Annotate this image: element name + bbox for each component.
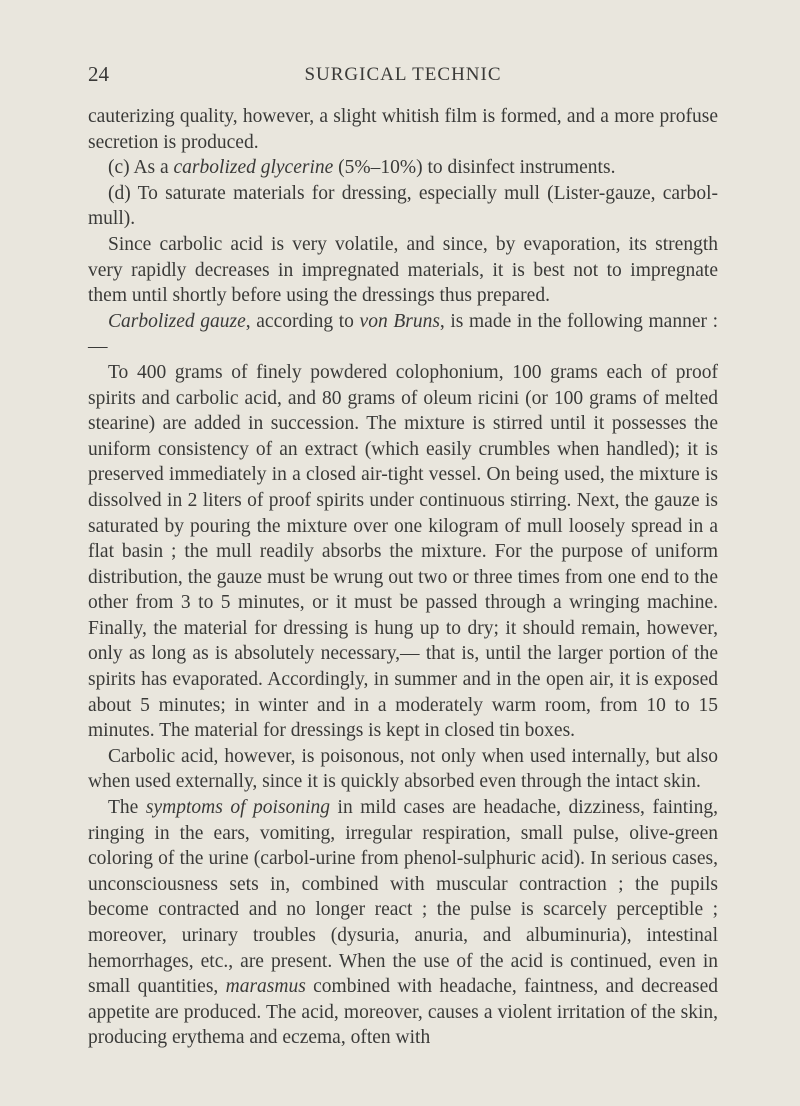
paragraph-item-d: (d) To saturate materials for dressing, especially mull (Lister-gauze, carbol-mull). <box>88 182 718 230</box>
body-text <box>88 104 718 1051</box>
paragraph-poisonous: Carbolic acid, however, is poisonous, not only when used internally, but also when used externally, since it is quickly absorbed even through the intact skin. <box>88 745 718 793</box>
text-span: , is made in the following manner : — <box>88 310 718 358</box>
emphasis-term: Carbolized gauze <box>108 310 246 332</box>
text-span: in mild cases are headache, dizziness, fainting, ringing in the ears, vomiting, irregular respiration, small pulse, olive-green coloring of the urine (carbol-urine from phenol-sulphuric acid). In serious cases, unconsciousness sets in, combined with muscular contraction ; the pupils become contracted and no longer react ; the pulse is scarcely perceptible ; moreover, urinary troubles (dysuria, anuria, and albuminuria), intestinal hemorrhages, etc., are present. When the use of the acid is continued, even in small quantities, <box>88 797 718 998</box>
item-label: (c) As a <box>108 157 174 179</box>
paragraph-volatility: Since carbolic acid is very volatile, and since, by evaporation, its strength very rapidly decreases in impregnated materials, it is best not to impregnate them until shortly before using the dressings thus prepared. <box>88 233 718 307</box>
paragraph-continuation: cauterizing quality, however, a slight whitish film is formed, and a more profuse secretion is produced. <box>88 106 718 153</box>
paragraph-item-c <box>88 155 718 181</box>
item-text: (5%–10%) to disinfect instruments. <box>333 157 616 179</box>
text-span: The <box>108 797 146 819</box>
running-head: SURGICAL TECHNIC <box>304 64 502 85</box>
text-span: combined with headache, faintness, and decreased appetite are produced. The acid, moreover, causes a violent irritation of the skin, producing erythema and eczema, often with <box>88 976 718 1049</box>
text-span: , according to <box>245 310 360 332</box>
emphasis-author: von Bruns <box>359 310 440 332</box>
emphasis-term: symptoms of poisoning <box>145 797 330 819</box>
paragraph-gauze-recipe: To 400 grams of finely powdered colophonium, 100 grams each of proof spirits and carbolic acid, and 80 grams of oleum ricini (or 100 grams of melted stearine) are added in succession. The mixture is stirred until it possesses the uniform consistency of an extract (which easily crumbles when handled); it is preserved immediately in a closed air-tight vessel. On being used, the mixture is dissolved in 2 liters of proof spirits under continuous stirring. Next, the gauze is saturated by pouring the mixture over one kilogram of mull loosely spread in a flat basin ; the mull readily absorbs the mixture. For the purpose of uniform distribution, the gauze must be wrung out two or three times from one end to the other from 3 to 5 minutes, or it must be passed through a wringing machine. Finally, the material for dressing is hung up to dry; it should remain, however, only as long as is absolutely necessary,— that is, until the larger portion of the spirits has evaporated. Accordingly, in summer and in the open air, it is exposed about 5 minutes; in winter and in a moderately warm room, from 10 to 15 minutes. The material for dressings is kept in closed tin boxes. <box>88 361 718 742</box>
paragraph-symptoms <box>88 795 718 1051</box>
page-number: 24 <box>88 62 109 86</box>
page-header <box>88 62 718 92</box>
paragraph-gauze-intro <box>88 309 718 360</box>
emphasis-term: carbolized glycerine <box>173 157 334 179</box>
emphasis-term: marasmus <box>225 976 306 998</box>
